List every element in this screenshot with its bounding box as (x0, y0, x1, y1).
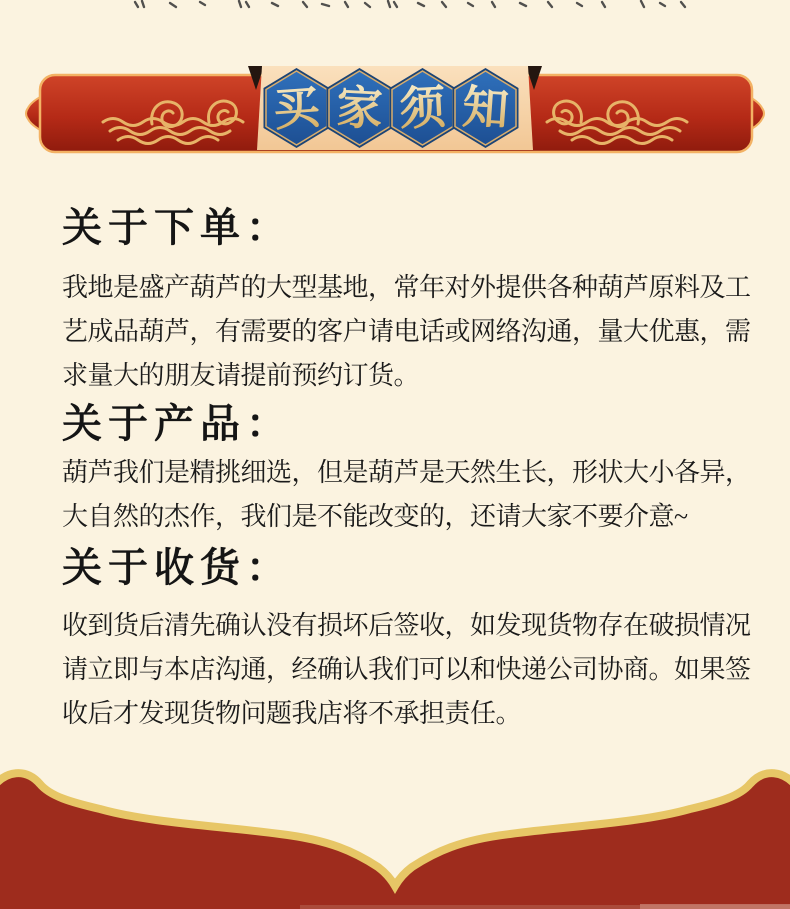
body-line: 大自然的杰作，我们是不能改变的，还请大家不要介意~ (62, 502, 688, 531)
title-char-2: 家 (335, 81, 384, 136)
body-line: 请立即与本店沟通，经确认我们可以和快递公司协商。如果签 (62, 655, 751, 684)
body-line: 艺成品葫芦，有需要的客户请电话或网络沟通，量大优惠，需 (62, 317, 751, 346)
body-line: 求量大的朋友请提前预约订货。 (62, 361, 420, 390)
body-line: 收后才发现货物问题我店将不承担责任。 (62, 699, 522, 728)
title-char-4: 知 (460, 81, 511, 136)
title-char-3: 须 (398, 81, 447, 136)
section-heading-product: 关于产品： (62, 401, 292, 446)
buyer-notice-banner (0, 60, 790, 165)
footer-bottom-edge-right (640, 904, 790, 909)
title-char-1: 买 (271, 81, 322, 136)
section-heading-receiving: 关于收货： (62, 545, 292, 590)
cropped-calligraphy-fragments (0, 0, 790, 10)
section-heading-ordering: 关于下单： (62, 205, 292, 250)
section-body-receiving (62, 604, 752, 736)
section-body-ordering (62, 266, 752, 398)
decorative-footer (0, 760, 790, 909)
section-body-product (62, 451, 752, 539)
body-line: 收到货后清先确认没有损坏后签收，如发现货物存在破损情况 (62, 611, 751, 640)
body-line: 葫芦我们是精挑细选，但是葫芦是天然生长，形状大小各异， (62, 458, 751, 487)
body-line: 我地是盛产葫芦的大型基地，常年对外提供各种葫芦原料及工 (62, 273, 751, 302)
